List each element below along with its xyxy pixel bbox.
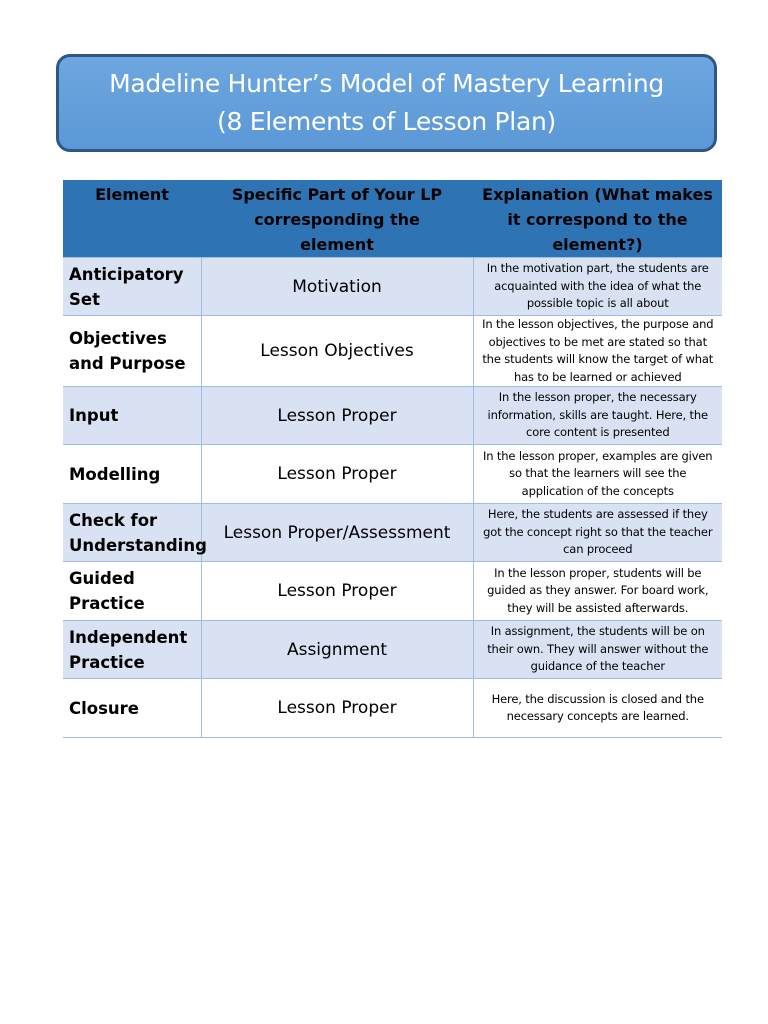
- table-header-row: [63, 180, 722, 258]
- explanation-cell: In the lesson proper, examples are given so that the learners will see the application of the concepts: [473, 445, 722, 504]
- lp-part-cell: Lesson Proper: [201, 562, 473, 621]
- element-cell: Anticipatory Set: [63, 258, 201, 316]
- header-element: Element: [63, 180, 201, 258]
- element-cell: Check for Understanding: [63, 504, 201, 562]
- table-row: [63, 445, 722, 504]
- element-cell: Closure: [63, 679, 201, 738]
- element-cell: Objectives and Purpose: [63, 316, 201, 387]
- explanation-cell: In the lesson proper, students will be guided as they answer. For board work, they will be assisted afterwards.: [473, 562, 722, 621]
- explanation-cell: In assignment, the students will be on their own. They will answer without the guidance of the teacher: [473, 621, 722, 679]
- lp-part-cell: Lesson Proper/Assessment: [201, 504, 473, 562]
- explanation-cell: Here, the students are assessed if they got the concept right so that the teacher can proceed: [473, 504, 722, 562]
- title-line-2: (8 Elements of Lesson Plan): [217, 107, 556, 136]
- element-cell: Modelling: [63, 445, 201, 504]
- table-row: [63, 316, 722, 387]
- element-cell: Guided Practice: [63, 562, 201, 621]
- explanation-cell: Here, the discussion is closed and the necessary concepts are learned.: [473, 679, 722, 738]
- title-line-1: Madeline Hunter’s Model of Mastery Learning: [109, 69, 664, 98]
- explanation-cell: In the lesson proper, the necessary information, skills are taught. Here, the core content is presented: [473, 387, 722, 445]
- lp-part-cell: Assignment: [201, 621, 473, 679]
- table-row: [63, 679, 722, 738]
- lp-part-cell: Lesson Proper: [201, 387, 473, 445]
- lesson-plan-table: [63, 180, 722, 738]
- element-cell: Independent Practice: [63, 621, 201, 679]
- title-banner: [56, 54, 717, 152]
- element-cell: Input: [63, 387, 201, 445]
- header-explanation: Explanation (What makes it correspond to the element?): [473, 180, 722, 258]
- table-row: [63, 387, 722, 445]
- explanation-cell: In the lesson objectives, the purpose and objectives to be met are stated so that the students will know the target of what has to be learned or achieved: [473, 316, 722, 387]
- table-row: [63, 258, 722, 316]
- lp-part-cell: Lesson Objectives: [201, 316, 473, 387]
- lp-part-cell: Motivation: [201, 258, 473, 316]
- table-row: [63, 621, 722, 679]
- lp-part-cell: Lesson Proper: [201, 679, 473, 738]
- table-row: [63, 562, 722, 621]
- header-specific-part: Specific Part of Your LP corresponding the element: [201, 180, 473, 258]
- explanation-cell: In the motivation part, the students are acquainted with the idea of what the possible topic is all about: [473, 258, 722, 316]
- lp-part-cell: Lesson Proper: [201, 445, 473, 504]
- table-row: [63, 504, 722, 562]
